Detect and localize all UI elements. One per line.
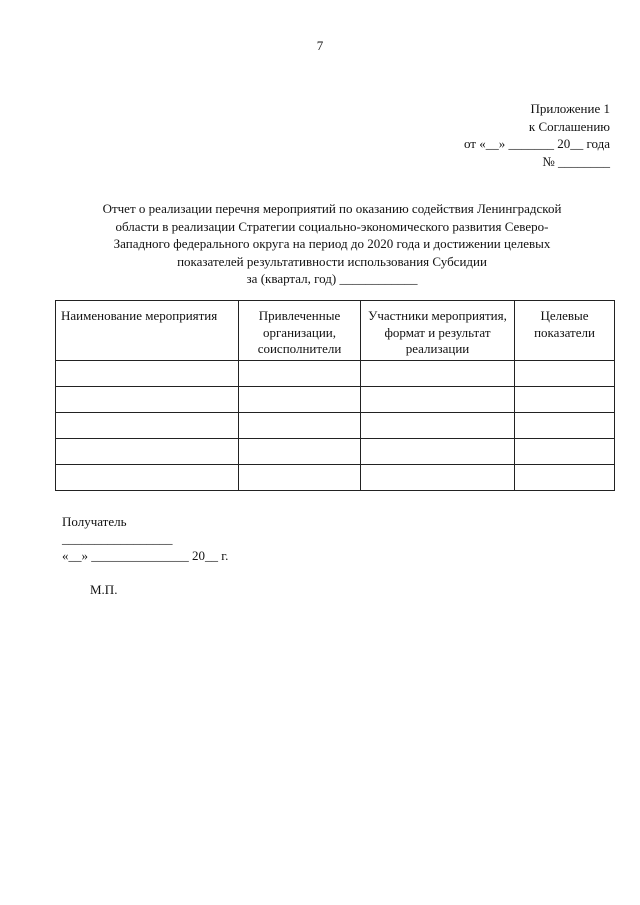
- appendix-block: [350, 100, 610, 170]
- table-cell: [56, 465, 239, 491]
- table-cell: [239, 361, 361, 387]
- appendix-agreement: к Соглашению: [528, 118, 610, 134]
- appendix-date: от «__» _______ 20__ года: [463, 136, 610, 151]
- table-cell: [239, 387, 361, 413]
- appendix-number: № ________: [542, 153, 610, 169]
- report-period-line: за (квартал, год) ____________: [246, 271, 418, 286]
- recipient-label: Получатель: [62, 514, 127, 529]
- table-row: [56, 413, 615, 439]
- table-cell: [515, 439, 615, 465]
- table-cell: [361, 387, 515, 413]
- header-participants: Участники мероприятия, формат и результат реализации: [361, 301, 515, 361]
- header-organizations: Привлеченные организации, соисполнители: [239, 301, 361, 361]
- table-cell: [239, 413, 361, 439]
- table-cell: [56, 413, 239, 439]
- table-cell: [515, 361, 615, 387]
- table-cell: [56, 439, 239, 465]
- header-event-name: Наименование мероприятия: [56, 301, 239, 361]
- table-cell: [515, 387, 615, 413]
- report-title-line: Отчет о реализации перечня мероприятий по оказанию содействия Ленинградской: [102, 201, 562, 216]
- page-number: 7: [316, 38, 324, 53]
- appendix-label: Приложение 1: [530, 101, 610, 116]
- table-row: [56, 439, 615, 465]
- header-target-indicators: Целевые показатели: [515, 301, 615, 361]
- signature-date: «__» _______________ 20__ г.: [62, 548, 229, 563]
- table-cell: [361, 361, 515, 387]
- table-cell: [239, 465, 361, 491]
- table-cell: [361, 439, 515, 465]
- table-cell: [239, 439, 361, 465]
- signature-line: _________________: [62, 531, 173, 546]
- report-table: [55, 300, 615, 491]
- table-cell: [56, 361, 239, 387]
- table-cell: [361, 465, 515, 491]
- table-header-row: [56, 301, 615, 361]
- table-cell: [56, 387, 239, 413]
- table-cell: [515, 465, 615, 491]
- table-row: [56, 465, 615, 491]
- table-row: [56, 387, 615, 413]
- table-cell: [515, 413, 615, 439]
- report-title: [55, 200, 609, 288]
- table-cell: [361, 413, 515, 439]
- report-title-line: Западного федерального округа на период до 2020 года и достижении целевых: [113, 236, 551, 251]
- stamp-placeholder: М.П.: [90, 582, 118, 597]
- report-title-line: показателей результативности использования Субсидии: [177, 253, 487, 269]
- table-row: [56, 361, 615, 387]
- report-title-line: области в реализации Стратегии социально-экономического развития Северо-: [115, 218, 549, 234]
